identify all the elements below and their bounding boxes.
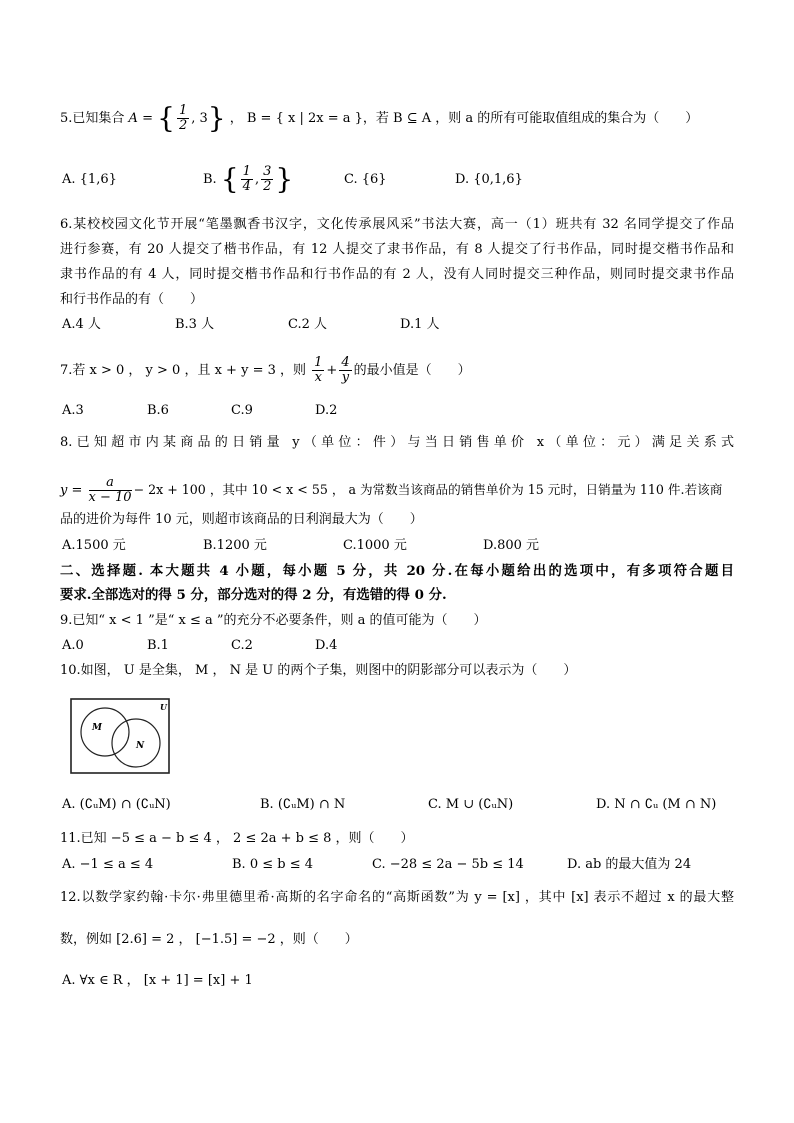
q6-option-c[interactable]: C.2 人: [288, 317, 328, 332]
q11-stem: 11.已知 −5 ≤ a − b ≤ 4 ， 2 ≤ 2a + b ≤ 8 ，则（ ）: [60, 831, 414, 846]
venn-diagram: [70, 698, 170, 774]
q7-frac-4-over-y: $\frac{4}{y}$: [341, 355, 350, 385]
q10-stem: 10.如图， U 是全集， M ， N 是 U 的两个子集，则图中的阴影部分可以表示为（ ）: [60, 663, 577, 678]
q8-option-b[interactable]: B.1200 元: [203, 538, 267, 553]
q12-option-a[interactable]: A. ∀x ∈ R ， [x + 1] = [x] + 1: [62, 973, 253, 988]
q12-line-2: 数，例如 [2.6] = 2 ， [−1.5] = −2 ，则（ ）: [60, 932, 358, 947]
q5-stem-prefix: 5.已知集合: [60, 111, 125, 126]
q6-line-1: 6.某校校园文化节开展“笔墨飘香书汉字，文化传承展风采”书法大赛，高一（1）班共有 32 名同学提交了作品: [60, 217, 734, 232]
q6-option-a[interactable]: A.4 人: [62, 317, 101, 332]
q7-stem: 7.若 x > 0 ， y > 0 ，且 x + y = 3 ，则 $\frac{1}{x}$ + $\frac{4}{y}$ 的最小值是（ ）: [60, 355, 471, 385]
q12-line-1: 12.以数学家约翰·卡尔·弗里德里希·高斯的名字命名的“高斯函数”为 y = [x] ，其中 [x] 表示不超过 x 的最大整: [60, 890, 734, 905]
q10-option-d[interactable]: D. N ∩ ∁ᵤ (M ∩ N): [596, 797, 717, 812]
q6-option-b[interactable]: B.3 人: [175, 317, 215, 332]
section-2-header-line-2: 要求.全部选对的得 5 分，部分选对的得 2 分，有选错的得 0 分.: [60, 587, 447, 603]
q8-line-3: 品的进价为每件 10 元，则超市该商品的日利润最大为（ ）: [60, 512, 423, 527]
q7-option-b[interactable]: B.6: [147, 403, 169, 418]
q8-option-d[interactable]: D.800 元: [483, 538, 540, 553]
q8-option-a[interactable]: A.1500 元: [62, 538, 126, 553]
venn-label-m: M: [92, 723, 102, 733]
q6-line-2: 进行参赛，有 20 人提交了楷书作品，有 12 人提交了隶书作品，有 8 人提交了行书作品，同时提交楷书作品和: [60, 242, 734, 257]
q5-option-b[interactable]: B. { $\frac{1}{4}$ , $\frac{3}{2}$ }: [203, 162, 294, 196]
q11-option-d[interactable]: D. ab 的最大值为 24: [567, 857, 692, 872]
q8-option-c[interactable]: C.1000 元: [343, 538, 407, 553]
q5-option-a[interactable]: A. {1,6}: [62, 172, 117, 187]
venn-label-n: N: [136, 741, 145, 751]
q8-line-1: 8.已知超市内某商品的日销量 y（单位：件）与当日销售单价 x（单位：元）满足关系式: [60, 435, 734, 450]
q6-line-4: 和行书作品的有（ ）: [60, 292, 204, 307]
venn-universe-box: [71, 699, 169, 773]
q7-option-c[interactable]: C.9: [231, 403, 253, 418]
q7-option-a[interactable]: A.3: [62, 403, 84, 418]
q11-option-c[interactable]: C. −28 ≤ 2a − 5b ≤ 14: [372, 857, 524, 872]
q7-option-d[interactable]: D.2: [315, 403, 338, 418]
q9-option-b[interactable]: B.1: [147, 638, 169, 653]
q8-equation-line: y = $\frac{a}{x - 10}$ − 2x + 100 ，其中 10 < x < 55 ， a 为常数当该商品的销售单价为 15 元时，日销量为 110 件.若该商: [60, 475, 723, 505]
q5-set-a: A =: [128, 111, 153, 126]
q11-option-a[interactable]: A. −1 ≤ a ≤ 4: [62, 857, 154, 872]
q6-option-d[interactable]: D.1 人: [400, 317, 440, 332]
q5-option-d[interactable]: D. {0,1,6}: [455, 172, 523, 187]
q10-option-b[interactable]: B. (∁ᵤM) ∩ N: [260, 797, 346, 812]
section-2-header-line-1: 二、选择题. 本大题共 4 小题，每小题 5 分，共 20 分.在每小题给出的选项中，有多项符合题目: [60, 563, 734, 579]
q5-option-c[interactable]: C. {6}: [344, 172, 387, 187]
q9-stem: 9.已知“ x < 1 ”是“ x ≤ a ”的充分不必要条件，则 a 的值可能为（ ）: [60, 613, 487, 628]
q10-option-c[interactable]: C. M ∪ (∁ᵤN): [428, 797, 514, 812]
q9-option-a[interactable]: A.0: [62, 638, 84, 653]
q9-option-c[interactable]: C.2: [231, 638, 253, 653]
q8-frac: $\frac{a}{x - 10}$: [88, 475, 132, 505]
q6-line-3: 隶书作品的有 4 人，同时提交楷书作品和行书作品的有 2 人，没有人同时提交三种作品，则同时提交隶书作品: [60, 267, 734, 282]
q7-frac-1-over-x: $\frac{1}{x}$: [314, 355, 323, 385]
q5-stem: 5.已知集合 A = { $\frac{1}{2}$ , 3} ， B = { x | 2x = a }，若 B ⊆ A ，则 a 的所有可能取值组成的集合为（ ）: [60, 101, 699, 135]
q9-option-d[interactable]: D.4: [315, 638, 338, 653]
venn-label-u: U: [160, 702, 167, 712]
q5-set-b: ， B = { x | 2x = a }: [229, 111, 363, 126]
q5-frac-half: $\frac{1}{2}$: [178, 103, 188, 133]
q5-stem-suffix: ，若 B ⊆ A ，则 a 的所有可能取值组成的集合为（ ）: [362, 111, 699, 126]
q10-option-a[interactable]: A. (∁ᵤM) ∩ (∁ᵤN): [62, 797, 171, 812]
q11-option-b[interactable]: B. 0 ≤ b ≤ 4: [232, 857, 313, 872]
